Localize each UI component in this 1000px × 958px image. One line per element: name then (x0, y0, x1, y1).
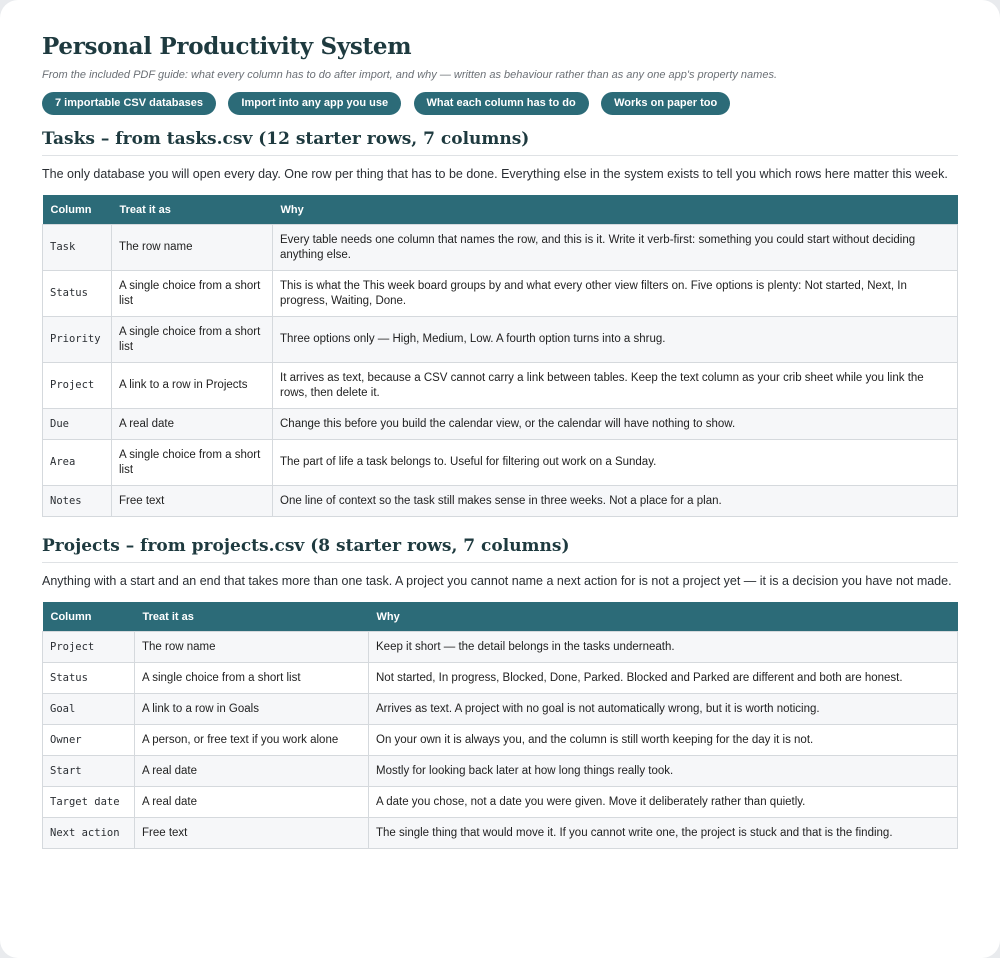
header-treat-it-as: Treat it as (112, 195, 273, 225)
feature-chips (42, 92, 958, 116)
column-name-cell: Status (43, 271, 112, 317)
projects-heading: Projects – from projects.csv (8 starter rows, 7 columns) (42, 534, 958, 563)
why-cell: On your own it is always you, and the column is still worth keeping for the day it is not. (369, 725, 958, 756)
column-name-cell: Project (43, 363, 112, 409)
treat-cell: A single choice from a short list (112, 440, 273, 486)
table-row (43, 787, 958, 818)
table-row (43, 694, 958, 725)
header-column: Column (43, 195, 112, 225)
column-name-cell: Owner (43, 725, 135, 756)
why-cell: A date you chose, not a date you were given. Move it deliberately rather than quietly. (369, 787, 958, 818)
column-name-cell: Area (43, 440, 112, 486)
treat-cell: A real date (135, 756, 369, 787)
column-name-cell: Due (43, 409, 112, 440)
column-name-cell: Target date (43, 787, 135, 818)
treat-cell: Free text (135, 818, 369, 849)
why-cell: Every table needs one column that names the row, and this is it. Write it verb-first: something you could start without deciding anything else. (273, 225, 958, 271)
table-row (43, 409, 958, 440)
header-column: Column (43, 602, 135, 632)
treat-cell: The row name (112, 225, 273, 271)
why-cell: One line of context so the task still makes sense in three weeks. Not a place for a plan. (273, 486, 958, 517)
treat-cell: A link to a row in Projects (112, 363, 273, 409)
treat-cell: A single choice from a short list (135, 663, 369, 694)
why-cell: It arrives as text, because a CSV cannot carry a link between tables. Keep the text column as your crib sheet while you link the rows, then delete it. (273, 363, 958, 409)
header-treat-it-as: Treat it as (135, 602, 369, 632)
projects-table (42, 602, 958, 849)
why-cell: Change this before you build the calendar view, or the calendar will have nothing to show. (273, 409, 958, 440)
table-header-row (43, 195, 958, 225)
table-row (43, 725, 958, 756)
treat-cell: A person, or free text if you work alone (135, 725, 369, 756)
column-name-cell: Task (43, 225, 112, 271)
projects-intro: Anything with a start and an end that takes more than one task. A project you cannot name a next action for is not a project yet — it is a decision you have not made. (42, 574, 952, 588)
table-row (43, 663, 958, 694)
treat-cell: Free text (112, 486, 273, 517)
tasks-heading: Tasks – from tasks.csv (12 starter rows, 7 columns) (42, 127, 958, 156)
table-row (43, 225, 958, 271)
why-cell: Mostly for looking back later at how long things really took. (369, 756, 958, 787)
chip-import-any-app: Import into any app you use (228, 92, 401, 115)
why-cell: Keep it short — the detail belongs in the tasks underneath. (369, 632, 958, 663)
treat-cell: A real date (112, 409, 273, 440)
table-header-row (43, 602, 958, 632)
why-cell: Three options only — High, Medium, Low. A fourth option turns into a shrug. (273, 317, 958, 363)
why-cell: Not started, In progress, Blocked, Done, Parked. Blocked and Parked are different and both are honest. (369, 663, 958, 694)
column-name-cell: Project (43, 632, 135, 663)
treat-cell: A single choice from a short list (112, 271, 273, 317)
table-row (43, 818, 958, 849)
column-name-cell: Status (43, 663, 135, 694)
chip-column-behaviour: What each column has to do (414, 92, 589, 115)
table-row (43, 440, 958, 486)
why-cell: The single thing that would move it. If you cannot write one, the project is stuck and that is the finding. (369, 818, 958, 849)
header-why: Why (369, 602, 958, 632)
chip-works-on-paper: Works on paper too (601, 92, 730, 115)
table-row (43, 271, 958, 317)
page-title: Personal Productivity System (42, 33, 412, 60)
column-name-cell: Goal (43, 694, 135, 725)
header-why: Why (273, 195, 958, 225)
table-row (43, 363, 958, 409)
tasks-intro: The only database you will open every day. One row per thing that has to be done. Everything else in the system exists to tell you which rows here matter this week. (42, 167, 948, 181)
table-row (43, 486, 958, 517)
table-row (43, 317, 958, 363)
column-name-cell: Start (43, 756, 135, 787)
why-cell: Arrives as text. A project with no goal is not automatically wrong, but it is worth noticing. (369, 694, 958, 725)
why-cell: The part of life a task belongs to. Useful for filtering out work on a Sunday. (273, 440, 958, 486)
table-row (43, 632, 958, 663)
tasks-table (42, 195, 958, 517)
column-name-cell: Notes (43, 486, 112, 517)
treat-cell: A single choice from a short list (112, 317, 273, 363)
why-cell: This is what the This week board groups by and what every other view filters on. Five options is plenty: Not started, Next, In progress, Waiting, Done. (273, 271, 958, 317)
treat-cell: A link to a row in Goals (135, 694, 369, 725)
chip-csv-databases: 7 importable CSV databases (42, 92, 216, 115)
table-row (43, 756, 958, 787)
column-name-cell: Priority (43, 317, 112, 363)
column-name-cell: Next action (43, 818, 135, 849)
treat-cell: A real date (135, 787, 369, 818)
treat-cell: The row name (135, 632, 369, 663)
page-subtitle: From the included PDF guide: what every column has to do after import, and why — written as behaviour rather than as any one app's property names. (42, 69, 778, 81)
